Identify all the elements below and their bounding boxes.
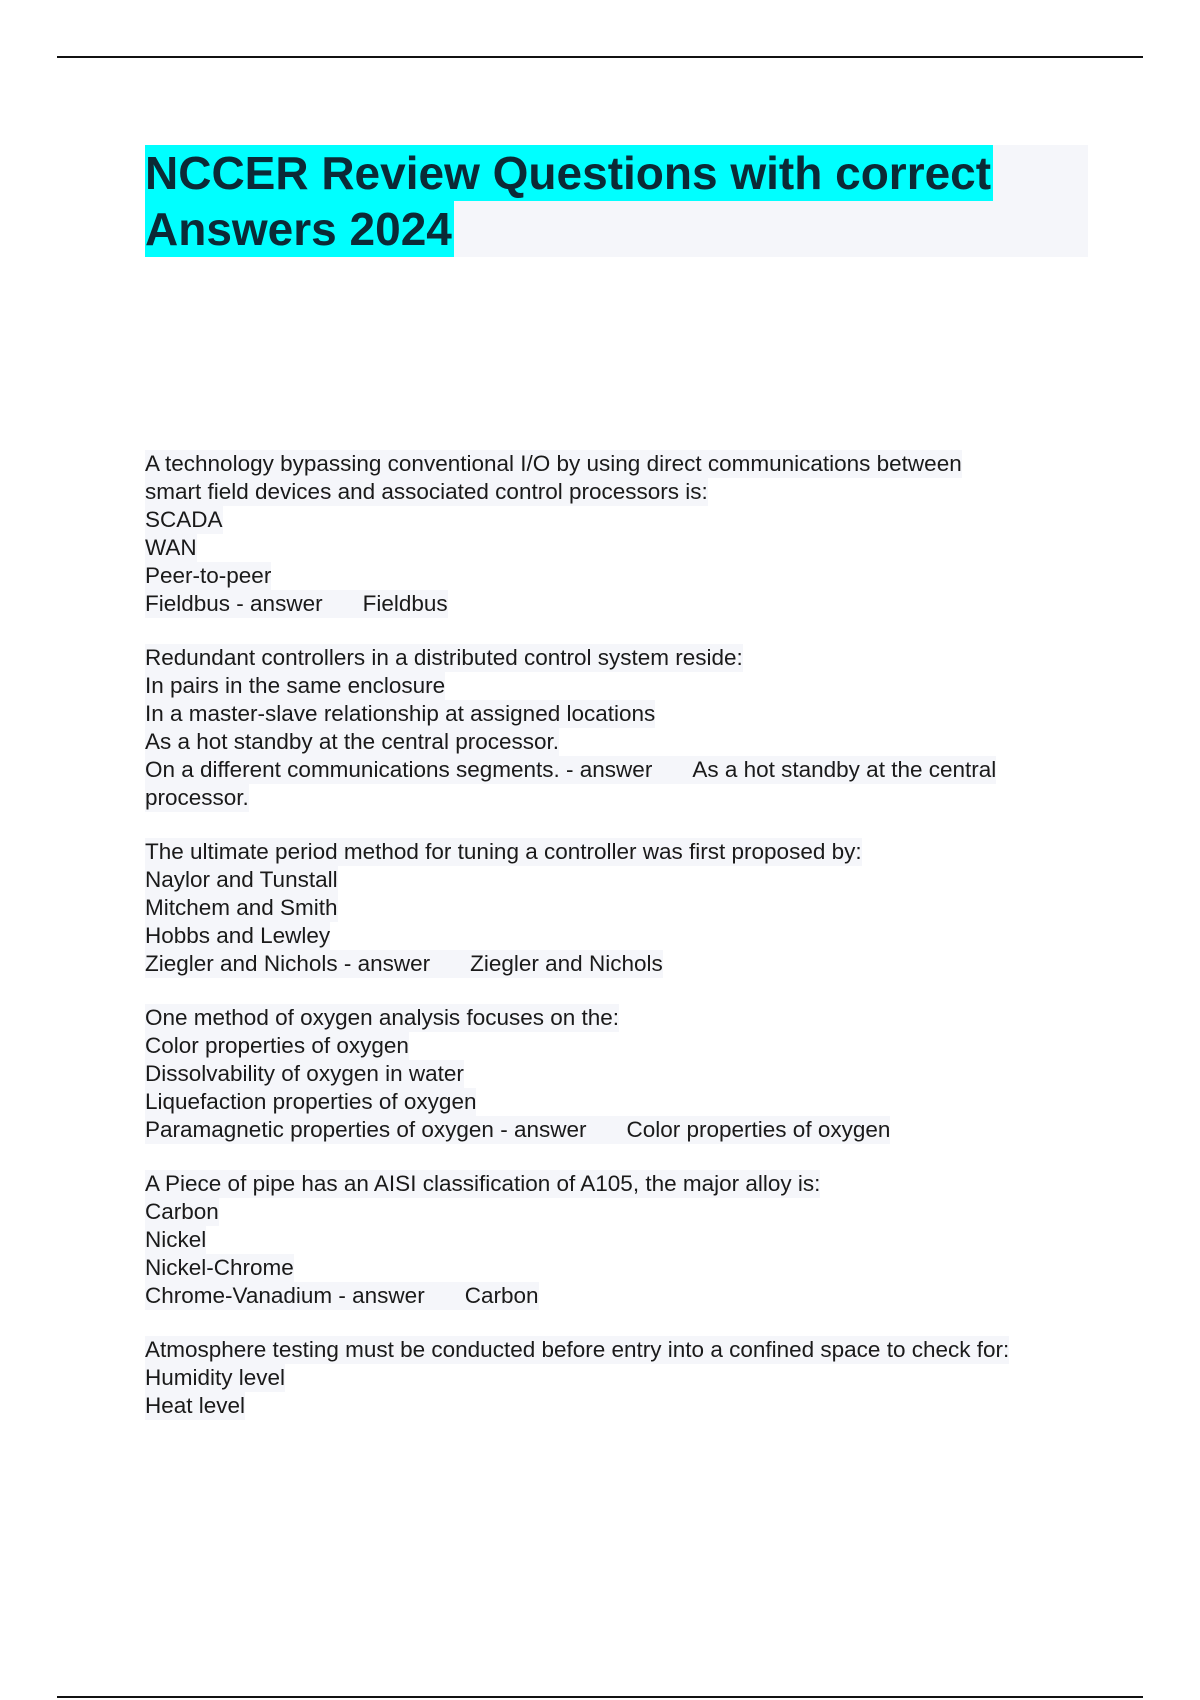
question-4: [145, 1004, 1085, 1144]
answer-option: WAN: [145, 535, 197, 560]
question-prompt: Atmosphere testing must be conducted before entry into a confined space to check for:: [145, 1337, 1010, 1362]
last-option-text: On a different communications segments. - answer: [145, 757, 653, 782]
answer-option: Liquefaction properties of oxygen: [145, 1089, 477, 1114]
questions-list: [145, 450, 1085, 1446]
footer-rule: [57, 1696, 1143, 1698]
correct-answer: As a hot standby at the central: [692, 757, 997, 782]
answer-option: Dissolvability of oxygen in water: [145, 1061, 464, 1086]
question-1: [145, 450, 1085, 618]
title-line-1: NCCER Review Questions with correct: [145, 147, 992, 199]
answer-option: Naylor and Tunstall: [145, 867, 338, 892]
answer-option: Hobbs and Lewley: [145, 923, 331, 948]
question-prompt: A technology bypassing conventional I/O by using direct communications between: [145, 451, 962, 476]
question-prompt: A Piece of pipe has an AISI classification of A105, the major alloy is:: [145, 1171, 821, 1196]
answer-option: As a hot standby at the central processor.: [145, 729, 559, 754]
question-3: [145, 838, 1085, 978]
correct-answer: Fieldbus: [362, 591, 448, 616]
answer-option: Peer-to-peer: [145, 563, 272, 588]
question-prompt: smart field devices and associated control processors is:: [145, 479, 708, 504]
question-prompt: Redundant controllers in a distributed control system reside:: [145, 645, 743, 670]
answer-option: Heat level: [145, 1393, 246, 1418]
answer-option: In a master-slave relationship at assigned locations: [145, 701, 656, 726]
answer-option: SCADA: [145, 507, 223, 532]
header-rule: [57, 56, 1143, 58]
correct-answer-continuation: processor.: [145, 785, 249, 810]
correct-answer: Ziegler and Nichols: [470, 951, 663, 976]
correct-answer: Color properties of oxygen: [626, 1117, 891, 1142]
correct-answer: Carbon: [464, 1283, 539, 1308]
page-title: [145, 145, 1088, 257]
question-6: [145, 1336, 1085, 1420]
answer-option: Color properties of oxygen: [145, 1033, 409, 1058]
answer-option: Nickel: [145, 1227, 207, 1252]
answer-option-last: [145, 1116, 890, 1144]
answer-option-last: [145, 950, 663, 978]
title-line-2: Answers 2024: [145, 203, 452, 255]
answer-option: In pairs in the same enclosure: [145, 673, 446, 698]
answer-option: Mitchem and Smith: [145, 895, 338, 920]
question-5: [145, 1170, 1085, 1310]
question-prompt: One method of oxygen analysis focuses on the:: [145, 1005, 620, 1030]
last-option-text: Chrome-Vanadium - answer: [145, 1283, 425, 1308]
question-prompt: The ultimate period method for tuning a controller was first proposed by:: [145, 839, 862, 864]
question-2: [145, 644, 1085, 812]
answer-option: Nickel-Chrome: [145, 1255, 294, 1280]
answer-option-last: [145, 1282, 539, 1310]
title-block: [145, 145, 1088, 257]
answer-option-last: [145, 590, 448, 618]
last-option-text: Fieldbus - answer: [145, 591, 323, 616]
last-option-text: Paramagnetic properties of oxygen - answer: [145, 1117, 587, 1142]
last-option-text: Ziegler and Nichols - answer: [145, 951, 431, 976]
answer-option: Carbon: [145, 1199, 219, 1224]
answer-option: Humidity level: [145, 1365, 286, 1390]
answer-option-last: [145, 756, 996, 784]
